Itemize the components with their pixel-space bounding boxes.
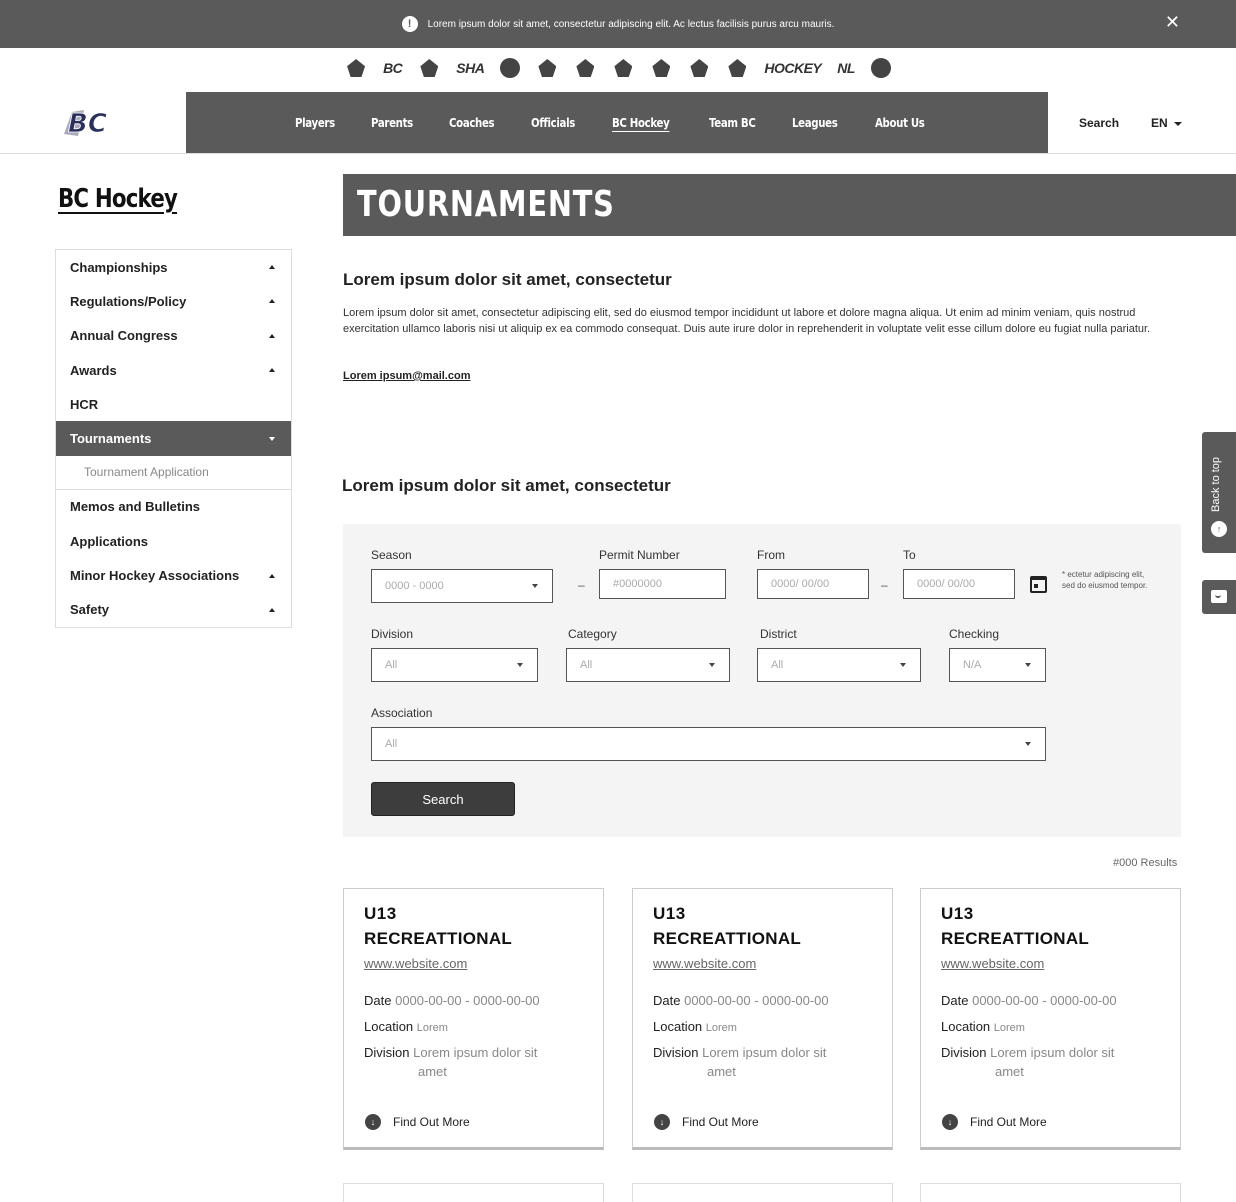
card-location [653,1019,737,1034]
to-date-input[interactable] [903,569,1015,599]
bird-logo[interactable] [688,57,710,79]
category-select[interactable] [566,648,730,682]
back-to-top-button[interactable] [1202,432,1236,553]
date-value: 0000-00-00 - 0000-00-00 [972,993,1117,1008]
chevron-down-icon [709,663,715,667]
division-value: All [385,659,398,671]
sidebar-item-label: Minor Hockey Associations [70,568,240,584]
sidebar-item-safety[interactable] [56,593,291,627]
close-icon[interactable]: ✕ [1164,12,1180,32]
sidebar-item-label: HCR [70,396,99,412]
division-label: Division [364,1045,410,1060]
location-label: Location [941,1019,991,1034]
association-label: Association [371,706,433,720]
search-button[interactable]: Search [371,782,515,816]
category-label: Category [568,627,617,641]
alert-bar [0,0,1236,48]
chevron-down-icon [517,663,523,667]
arrow-down-icon: ↓ [654,1114,670,1130]
season-select[interactable] [371,569,553,603]
card-website-link[interactable]: www.website.com [653,956,757,971]
caret-up-icon [269,368,275,372]
chevron-down-icon [1174,122,1182,126]
alberta-logo[interactable] [418,57,440,79]
from-date-input[interactable] [757,569,869,599]
sidebar-menu [55,249,292,628]
division-value-cont: amet [707,1064,736,1079]
category-value: All [580,659,593,671]
alert-message: Lorem ipsum dolor sit amet, consectetur adipiscing elit. Ac lectus facilisis purus arcu mauris. [427,18,835,30]
sidebar-item-label: Safety [70,602,110,618]
checking-label: Checking [949,627,1000,641]
mha-logo[interactable] [536,57,558,79]
nav-leagues[interactable]: Leagues [792,115,838,130]
tournament-card [343,888,604,1150]
nav-coaches[interactable]: Coaches [449,115,495,130]
card-website-link[interactable]: www.website.com [941,956,1045,971]
page-banner [343,174,1236,236]
chevron-down-icon [532,584,538,588]
location-value: Lorem [993,1022,1025,1034]
sidebar-item-memos[interactable] [56,490,291,524]
card-age: U13 [653,904,686,923]
contact-email-link[interactable]: Lorem ipsum@mail.com [343,370,471,382]
division-value-cont: amet [418,1064,447,1079]
sidebar-item-label: Awards [70,362,117,378]
sidebar-item-label: Memos and Bulletins [70,499,201,515]
location-value: Lorem [705,1022,737,1034]
division-value-cont: amet [995,1064,1024,1079]
flag-logo[interactable] [650,57,672,79]
to-placeholder: 0000/ 00/00 [917,578,976,590]
caret-up-icon [269,608,275,612]
arrow-down-icon: ↓ [365,1114,381,1130]
sidebar-item-label: Championships [70,259,168,275]
card-type: RECREATTIONAL [364,929,513,948]
sk-logo[interactable] [612,57,634,79]
caret-up-icon [269,265,275,269]
bc-partner-logo[interactable]: BC [383,60,403,76]
card-type: RECREATTIONAL [941,929,1090,948]
feedback-icon [1211,590,1227,603]
tournament-card [632,888,893,1150]
card-date [364,993,540,1008]
find-out-more-link[interactable] [942,1114,1047,1130]
warning-icon: ! [402,16,418,32]
division-value: Lorem ipsum dolor sit [702,1045,827,1060]
intro-paragraph: Lorem ipsum dolor sit amet, consectetur adipiscing elit, sed do eiusmod tempor incididunt ut labore et dolore magna aliqua. Ut enim ad minim veniam, quis nostrud exercitation ullamco laboris nisi ut aliquip ex ea commodo consequat. Duis aute irure dolor in reprehenderit in voluptate velit esse cillum dolore eu fugiat nulla pariatur. [343,307,1151,335]
chevron-down-icon [1025,742,1031,746]
calendar-icon[interactable] [1030,576,1047,593]
sidebar-subitem-tournament-application[interactable]: Tournament Application [56,456,291,490]
tournament-card-partial [920,1183,1181,1202]
find-out-more-link[interactable] [365,1114,470,1130]
find-out-more-label: Find Out More [393,1115,470,1129]
card-age: U13 [364,904,397,923]
hockey-logo[interactable]: HOCKEY [764,60,822,76]
date-value: 0000-00-00 - 0000-00-00 [395,993,540,1008]
main-nav [186,92,1048,153]
caret-up-icon [269,574,275,578]
nav-team-bc[interactable]: Team BC [708,115,756,130]
nav-parents[interactable]: Parents [370,115,413,130]
card-date [941,993,1117,1008]
logo-text: BC [68,109,107,138]
sidebar-title[interactable]: BC Hockey [58,184,178,214]
division-label: Division [941,1045,987,1060]
checking-value: N/A [963,659,982,671]
location-label: Location [364,1019,414,1034]
association-select[interactable] [371,727,1046,761]
from-label: From [757,548,785,562]
leaf-logo[interactable] [574,57,596,79]
sidebar-item-regulations[interactable] [56,284,291,318]
section-heading: Lorem ipsum dolor sit amet, consectetur [343,270,672,289]
dash-separator: – [881,578,888,592]
date-label: Date [653,993,681,1008]
page-title: TOURNAMENTS [357,184,615,225]
arrow-up-icon: ↑ [1211,521,1227,537]
card-location [364,1019,448,1034]
find-out-more-label: Find Out More [970,1115,1047,1129]
date-label: Date [941,993,969,1008]
search-section-heading: Lorem ipsum dolor sit amet, consectetur [342,476,671,495]
nl-logo[interactable]: NL [837,60,855,76]
card-date [653,993,829,1008]
sidebar-item-label: Annual Congress [70,328,178,344]
card-division [941,1045,1114,1060]
results-count: #000 Results [1113,857,1178,869]
filter-panel [343,524,1181,837]
card-location [941,1019,1025,1034]
dash-separator: – [578,578,585,592]
sidebar-item-label: Tournaments [70,431,152,447]
sidebar-item-applications[interactable] [56,524,291,558]
language-label: EN [1151,116,1168,130]
back-to-top-label: Back to top [1210,456,1222,512]
division-select[interactable] [371,648,538,682]
mountain-logo[interactable] [726,57,748,79]
partner-logos [0,52,1236,84]
card-division [364,1045,537,1060]
sidebar-item-annual-congress[interactable] [56,319,291,353]
district-value: All [771,659,784,671]
location-label: Location [653,1019,703,1034]
district-label: District [760,627,797,641]
hockey-nb-logo[interactable] [871,57,891,79]
caret-up-icon [269,299,275,303]
caret-up-icon [269,334,275,338]
caret-down-icon [269,437,275,441]
district-select[interactable] [757,648,921,682]
sidebar-item-label: Applications [70,533,149,549]
chevron-down-icon [900,663,906,667]
tournament-card-partial [632,1183,893,1202]
tournament-card-partial [343,1183,604,1202]
sidebar-item-label: Regulations/Policy [70,293,187,309]
tournament-card [920,888,1181,1150]
division-value: Lorem ipsum dolor sit [413,1045,538,1060]
bc-hockey-logo[interactable] [58,106,128,138]
division-label: Division [653,1045,699,1060]
card-age: U13 [941,904,974,923]
nav-bc-hockey[interactable]: BC Hockey [612,115,670,130]
association-value: All [385,738,398,750]
card-division [653,1045,826,1060]
date-value: 0000-00-00 - 0000-00-00 [684,993,829,1008]
crest-logo[interactable] [500,57,520,79]
permit-label: Permit Number [599,548,680,562]
season-value: 0000 - 0000 [385,580,444,592]
card-website-link[interactable]: www.website.com [364,956,468,971]
division-value: Lorem ipsum dolor sit [990,1045,1115,1060]
checking-select[interactable] [949,648,1046,682]
sidebar-item-championships[interactable] [56,250,291,284]
language-select[interactable] [1151,116,1182,130]
date-note: * ectetur adipiscing elit, sed do eiusmod tempor. [1062,570,1148,590]
sidebar-item-awards[interactable] [56,353,291,387]
nav-about-us[interactable]: About Us [874,115,925,130]
site-header [0,92,1236,154]
permit-placeholder: #0000000 [613,578,662,590]
find-out-more-label: Find Out More [682,1115,759,1129]
sidebar-item-hcr[interactable] [56,387,291,421]
division-label: Division [371,627,414,641]
header-search-link[interactable]: Search [1079,116,1120,130]
sidebar-item-minor-hockey[interactable] [56,558,291,592]
from-placeholder: 0000/ 00/00 [771,578,830,590]
card-type: RECREATTIONAL [653,929,802,948]
sha-logo[interactable]: SHA [456,60,485,76]
feedback-button[interactable] [1202,580,1236,614]
arrow-down-icon: ↓ [942,1114,958,1130]
find-out-more-link[interactable] [654,1114,759,1130]
to-label: To [903,548,916,562]
chevron-down-icon [1025,663,1031,667]
sidebar-item-tournaments[interactable] [56,421,291,455]
nav-players[interactable]: Players [295,115,335,130]
location-value: Lorem [416,1022,448,1034]
date-label: Date [364,993,392,1008]
season-label: Season [371,548,412,562]
nav-officials[interactable]: Officials [531,115,576,130]
canada-logo[interactable] [345,57,367,79]
permit-number-input[interactable] [599,569,726,599]
